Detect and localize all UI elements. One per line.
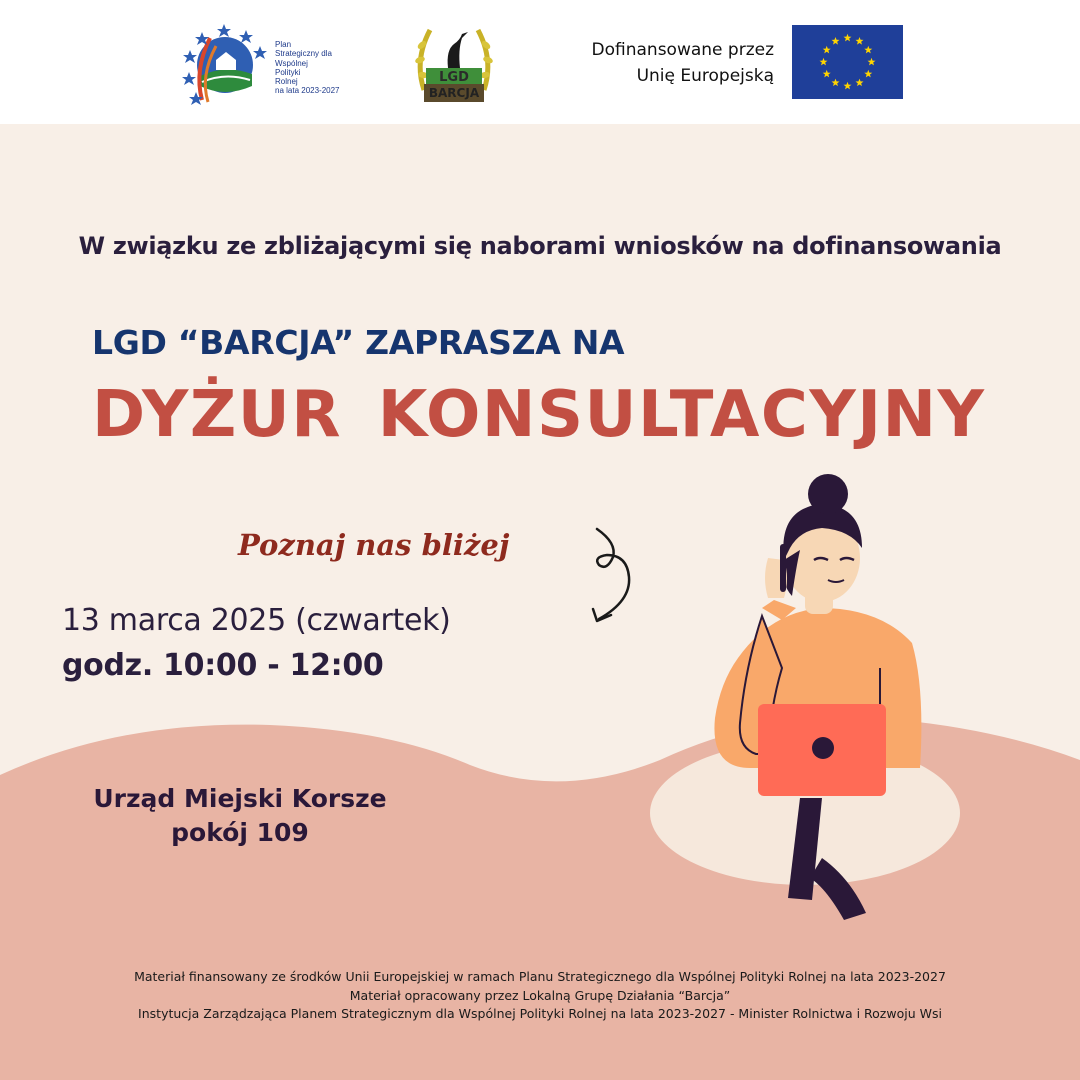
event-place: Urząd Miejski Korsze	[93, 784, 387, 813]
event-room: pokój 109	[171, 818, 309, 847]
event-date: 13 marca 2025 (czwartek)	[62, 603, 451, 638]
footer-credits	[0, 968, 1080, 1024]
lgd-logo-text-top: LGD	[439, 70, 469, 85]
psp-logo-icon	[180, 20, 275, 106]
eu-flag-icon	[792, 25, 903, 99]
subtitle-text: Poznaj nas bliżej	[238, 528, 510, 562]
psp-logo-text: Plan Strategiczny dla Wspólnej Polityki Rolnej na lata 2023-2027	[275, 40, 340, 96]
psp-logo	[180, 20, 360, 106]
lgd-logo-text-bottom: BARCJA	[428, 86, 480, 100]
event-hours: godz. 10:00 - 12:00	[62, 648, 384, 683]
header-bar	[0, 0, 1080, 124]
woman-with-laptop-illustration	[650, 468, 980, 928]
eu-funding-line1: Dofinansowane przez	[591, 40, 774, 60]
footer-line3: Instytucja Zarządzająca Planem Strategicznym dla Wspólnej Polityki Rolnej na lata 2023-2027 - Minister Rolnictwa i Rozwoju Wsi	[138, 1006, 942, 1021]
event-title: DYŻUR KONSULTACYJNY	[92, 378, 986, 452]
eu-funding-text	[514, 37, 774, 89]
eu-funding-line2: Unię Europejską	[636, 66, 774, 86]
lgd-barcja-logo	[414, 20, 494, 104]
invite-heading: LGD “BARCJA” ZAPRASZA NA	[92, 323, 625, 362]
footer-line1: Materiał finansowany ze środków Unii Europejskiej w ramach Planu Strategicznego dla Wspólnej Polityki Rolnej na lata 2023-2027	[134, 969, 946, 984]
intro-text: W związku ze zbliżającymi się naborami wniosków na dofinansowania	[78, 232, 1002, 260]
footer-line2: Materiał opracowany przez Lokalną Grupę Działania “Barcja”	[349, 987, 731, 1003]
curly-arrow-icon	[585, 525, 645, 625]
